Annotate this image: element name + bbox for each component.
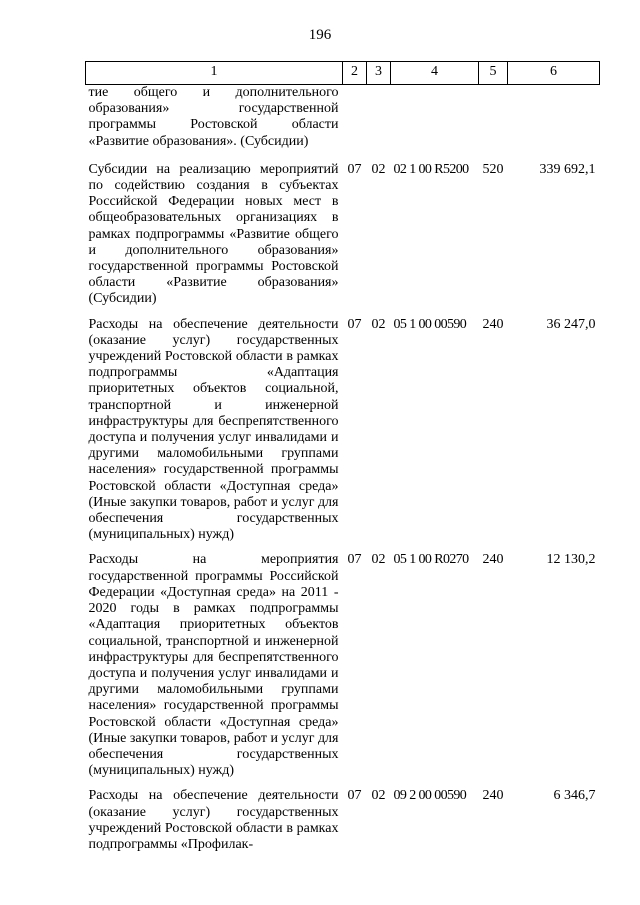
row-vr: 240 <box>482 788 504 804</box>
row-csr: 05 1 00 00590 <box>393 316 467 332</box>
table-row <box>86 552 600 788</box>
row-description: Расходы на мероприятия государственной программы Российской Федерации «Доступная среда» на 2011 - 2020 годы в рамках подпрограммы «Адаптация приоритетных объектов социальной, транспортной и инженерной инфраструктуры для беспрепятственного доступа и получения услуг инвалидами и другими маломобильными группами населения» государственной программы Ростовской области «Доступная среда» (Иные закупки товаров, работ и услуг для обеспечения государственных (муниципальных) нужд) <box>88 552 339 779</box>
row-rz <box>343 85 367 159</box>
col-header-amount: 6 <box>508 62 600 85</box>
row-pr <box>367 85 391 159</box>
row-amount <box>508 85 600 159</box>
row-amount: 36 247,0 <box>546 316 596 332</box>
col-header-csr: 4 <box>391 62 479 85</box>
row-csr <box>391 85 479 159</box>
budget-table <box>85 61 600 862</box>
row-description: тие общего и дополнительного образования» государственной программы Ростовской области «Развитие образования». (Субсидии) <box>88 85 339 149</box>
row-rz: 07 <box>347 552 362 568</box>
row-pr: 02 <box>371 316 386 332</box>
row-rz: 07 <box>347 161 362 177</box>
row-rz: 07 <box>347 788 362 804</box>
row-csr: 02 1 00 R5200 <box>393 161 469 177</box>
col-header-pr: 3 <box>367 62 391 85</box>
row-rz: 07 <box>347 316 362 332</box>
row-amount: 6 346,7 <box>553 788 596 804</box>
table-row <box>86 159 600 317</box>
row-amount: 12 130,2 <box>546 552 596 568</box>
col-header-vr: 5 <box>479 62 508 85</box>
row-vr: 520 <box>482 161 504 177</box>
table-row <box>86 85 600 159</box>
table-header-row <box>86 62 600 85</box>
table-row <box>86 788 600 862</box>
row-vr <box>479 85 508 159</box>
row-description: Расходы на обеспечение деятельности (оказание услуг) государственных учреждений Ростовской области в рамках подпрограммы «Профилак- <box>88 788 339 852</box>
row-pr: 02 <box>371 161 386 177</box>
col-header-rz: 2 <box>343 62 367 85</box>
row-pr: 02 <box>371 552 386 568</box>
row-csr: 05 1 00 R0270 <box>393 552 469 568</box>
row-amount: 339 692,1 <box>539 161 596 177</box>
row-pr: 02 <box>371 788 386 804</box>
row-description: Расходы на обеспечение деятельности (оказание услуг) государственных учреждений Ростовской области в рамках подпрограммы «Адаптация приоритетных объектов социальной, транспортной и инженерной инфраструктуры для беспрепятственного доступа и получения услуг инвалидами и другими маломобильными группами населения» государственной программы Ростовской области «Доступная среда» (Иные закупки товаров, работ и услуг для обеспечения государственных (муниципальных) нужд) <box>88 316 339 543</box>
row-vr: 240 <box>482 552 504 568</box>
page-number: 196 <box>308 27 332 43</box>
row-csr: 09 2 00 00590 <box>393 788 467 804</box>
row-description: Субсидии на реализацию мероприятий по содействию создания в субъектах Российской Федерации новых мест в общеобразовательных организациях в рамках подпрограммы «Развитие общего и дополнительного образования» государственной программы Ростовской области «Развитие образования» (Субсидии) <box>88 161 339 307</box>
col-header-description: 1 <box>86 62 343 85</box>
table-row <box>86 317 600 553</box>
row-vr: 240 <box>482 316 504 332</box>
